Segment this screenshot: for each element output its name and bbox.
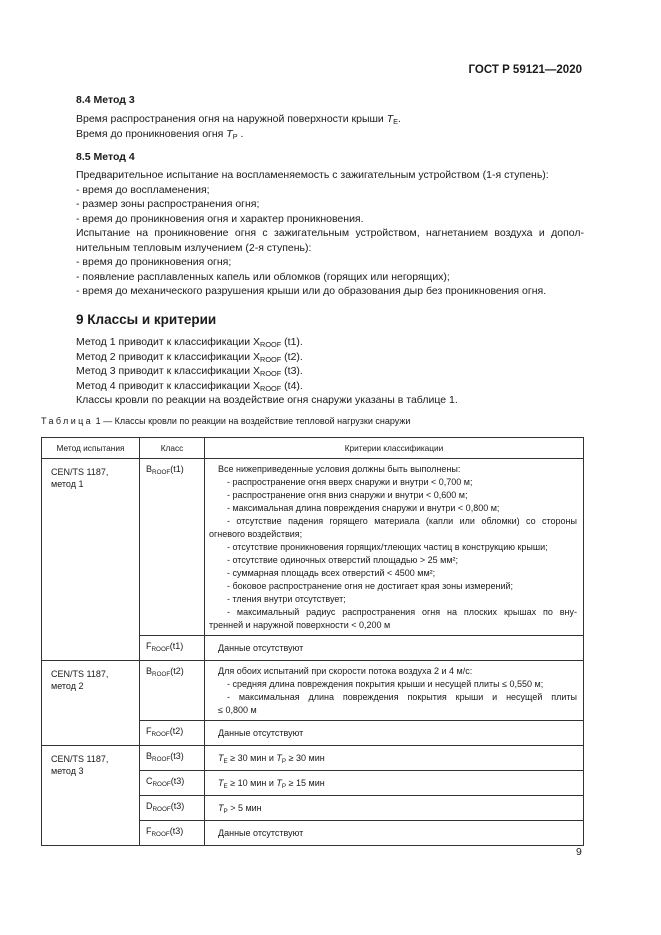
s84-line-1: Время распространения огня на наружной поверхности крыши $T_E$. [76,113,401,126]
s85-line: Испытание на проникновение огня с зажигательным устройством, нагнетанием воздуха и допол- [76,227,584,239]
section-8-4-heading: 8.4 Метод 3 [76,94,135,106]
criteria-cell: Данные отсутствуют [205,821,584,846]
s85-line: Предварительное испытание на воспламеняемость с зажигательным устройством (1-я ступень): [76,169,549,181]
header-method: Метод испытания [42,438,140,459]
criteria-cell: $T_P > 5$ мин [205,796,584,821]
method-classification-line: Метод 4 приводит к классификации $X_{ROOF}$ (t4). [76,379,303,393]
method-classification-line: Метод 1 приводит к классификации $X_{ROOF}$ (t1). [76,336,303,349]
s85-line: - размер зоны распространения огня; [76,198,260,210]
s85-line: - время до механического разрушения крыши или до образования дыр без проникновения огня. [76,285,547,297]
method-cell: CEN/TS 1187, метод 3 [42,746,140,846]
section-8-5-body [76,168,584,299]
criteria-cell: $T_E \ge 10$ мин и $T_P \ge 15$ мин [205,771,584,796]
header-class: Класс [140,438,205,459]
classes-table [41,437,584,846]
class-cell: $D_{ROOF}(t3)$ [140,796,205,821]
method-classification-line: Метод 2 приводит к классификации $X_{ROOF}$ (t2). [76,350,303,364]
class-cell: $B_{ROOF}(t3)$ [140,746,205,771]
criteria-cell: Данные отсутствуют [205,636,584,661]
class-cell: $F_{ROOF}(t1)$ [140,636,205,661]
s85-line: - время до проникновения огня; [76,256,232,268]
s85-line: - время до проникновения огня и характер проникновения. [76,212,364,225]
section-9-body [76,335,584,408]
class-cell: $C_{ROOF}(t3)$ [140,771,205,796]
class-cell: $B_{ROOF}(t1)$ [140,459,205,636]
section-8-5-heading: 8.5 Метод 4 [76,151,135,163]
criteria-cell: Все нижеприведенные условия должны быть выполнены: - распространение огня вверх снаружи и внутри < 0,700 м; - распространение огня вниз снаружи и внутри < 0,600 м; - максимальная длина повреждения снаружи и внутри < 0,800 м; - отсутствие падения горящего материала (капли или обломки) со стороны огневого воздействия; - отсутствие проникновения горящих/тлеющих частиц в конструкцию крыши; - отсутствие одиночных отверстий площадью > 25 мм²; - суммарная площадь всех отверстий < 4500 мм²; - боковое распространение огня не достигает края зоны измерений; - тления внутри отсутствует; - максимальный радиус распространения огня на плоских крышах по вну- тренней и наружной поверхности < 0,200 м [205,459,584,636]
table-caption: Таблица 1 — Классы кровли по реакции на воздействие тепловой нагрузки снаружи [41,416,411,426]
criteria-cell: Для обоих испытаний при скорости потока воздуха 2 и 4 м/с: - средняя длина повреждения покрытия крыши и несущей плиты ≤ 0,550 м; - максимальная длина повреждения покрытия крыши и несущей плиты ≤ 0,800 м [205,661,584,721]
table-header-row [42,438,584,459]
s85-line: - время до воспламенения; [76,183,210,196]
class-cell: $F_{ROOF}(t2)$ [140,721,205,746]
table-row [42,661,584,721]
method-cell: CEN/TS 1187, метод 1 [42,459,140,661]
header-criteria: Критерии классификации [205,438,584,459]
standard-designation: ГОСТ Р 59121—2020 [468,64,582,76]
s85-line: нительным тепловым излучением (2-я ступень): [76,241,312,254]
method-cell: CEN/TS 1187, метод 2 [42,661,140,746]
class-cell: $F_{ROOF}(t3)$ [140,821,205,846]
section-9-heading: 9 Классы и критерии [76,312,217,327]
table-row [42,746,584,771]
table-row [42,459,584,636]
section-8-4-body [76,112,584,141]
s84-line-2: Время до проникновения огня $T_P$ . [76,127,244,141]
class-cell: $B_{ROOF}(t2)$ [140,661,205,721]
s85-line: - появление расплавленных капель или обломков (горящих или негорящих); [76,270,450,283]
section-9-closing: Классы кровли по реакции на воздействие огня снаружи указаны в таблице 1. [76,394,458,406]
criteria-cell: $T_E \ge 30$ мин и $T_P \ge 30$ мин [205,746,584,771]
criteria-cell: Данные отсутствуют [205,721,584,746]
page-number: 9 [576,846,582,858]
method-classification-line: Метод 3 приводит к классификации $X_{ROOF}$ (t3). [76,365,303,378]
